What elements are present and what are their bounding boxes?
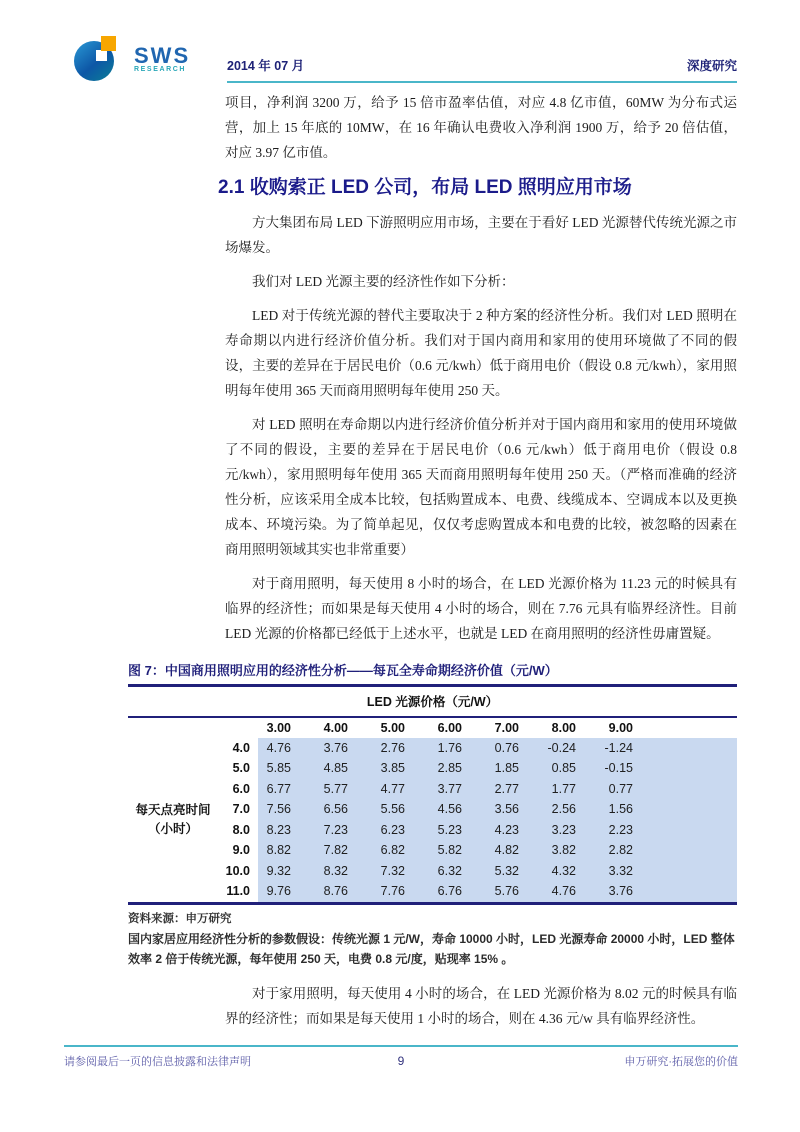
value-cell: 5.32 xyxy=(474,861,531,882)
value-cell: 7.23 xyxy=(303,820,360,841)
table-row xyxy=(128,779,737,800)
body-paragraph-2: 方大集团布局 LED 下游照明应用市场，主要在于看好 LED 光源替代传统光源之市场爆发。 xyxy=(225,215,737,255)
filler-cell xyxy=(645,738,737,759)
value-cell: 2.82 xyxy=(588,841,645,862)
value-cell: 2.85 xyxy=(417,759,474,780)
logo-subtitle: RESEARCH xyxy=(134,65,187,73)
value-cell: 5.56 xyxy=(360,800,417,821)
value-cell: -1.24 xyxy=(588,738,645,759)
filler-cell xyxy=(645,882,737,904)
page-number: 9 xyxy=(397,1054,405,1068)
value-cell: 3.32 xyxy=(588,861,645,882)
body-paragraph-4: LED 对于传统光源的替代主要取决于 2 种方案的经济性分析。我们对 LED 照明在寿命期以内进行经济价值分析。我们对于国内商用和家用的使用环境做了不同的假设，主要的差异在于居民电价（0.6 元/kwh）低于商用电价（假设 0.8 元/kwh），家用照明每年使用 365 天而商用照明每年使用 250 天。 xyxy=(225,308,737,398)
table-row xyxy=(128,882,737,904)
body-paragraph-3: 我们对 LED 光源主要的经济性作如下分析： xyxy=(252,274,515,289)
logo-wordmark: SWS xyxy=(134,42,191,68)
value-cell: 8.82 xyxy=(258,841,303,862)
value-cell: 3.82 xyxy=(531,841,588,862)
footer-disclaimer: 请参阅最后一页的信息披露和法律声明 xyxy=(64,1056,251,1068)
sws-logo xyxy=(74,36,190,82)
row-key-cell: 11.0 xyxy=(226,884,250,898)
value-cell: 3.85 xyxy=(360,759,417,780)
value-cell: -0.24 xyxy=(531,738,588,759)
row-key-cell: 10.0 xyxy=(225,863,250,878)
row-key-cell: 7.0 xyxy=(232,802,250,816)
value-cell: 5.77 xyxy=(303,779,360,800)
col-header-7.00: 7.00 xyxy=(494,721,519,735)
figure-title: 图 7：中国商用照明应用的经济性分析——每瓦全寿命期经济价值（元/W） xyxy=(128,663,558,678)
value-cell: 3.76 xyxy=(303,738,360,759)
filler-cell xyxy=(645,800,737,821)
value-cell: 1.56 xyxy=(588,800,645,821)
table-row xyxy=(128,861,737,882)
value-cell: 6.56 xyxy=(303,800,360,821)
logo-square-icon xyxy=(101,36,116,51)
table-row xyxy=(128,800,737,821)
value-cell: 8.76 xyxy=(303,882,360,904)
value-cell: -0.15 xyxy=(588,759,645,780)
value-cell: 9.76 xyxy=(258,882,303,904)
filler-cell xyxy=(645,820,737,841)
page-content xyxy=(0,90,800,1040)
value-cell: 3.23 xyxy=(531,820,588,841)
value-cell: 6.76 xyxy=(417,882,474,904)
value-cell: 3.76 xyxy=(588,882,645,904)
value-cell: 6.82 xyxy=(360,841,417,862)
page-footer xyxy=(64,1045,738,1069)
value-cell: 5.76 xyxy=(474,882,531,904)
value-cell: 2.76 xyxy=(360,738,417,759)
value-cell: 7.56 xyxy=(258,800,303,821)
empty-header-cell xyxy=(218,717,258,738)
row-group-label: 每天点亮时间 （小时） xyxy=(128,738,218,904)
empty-header-cell xyxy=(128,717,218,738)
value-cell: 0.85 xyxy=(531,759,588,780)
value-cell: 4.77 xyxy=(360,779,417,800)
col-header-4.00: 4.00 xyxy=(323,721,348,735)
header-bar xyxy=(227,56,737,83)
row-key-cell: 4.0 xyxy=(232,740,250,755)
value-cell: 4.76 xyxy=(258,738,303,759)
value-cell: 5.23 xyxy=(417,820,474,841)
section-heading: 2.1 收购索正 LED 公司，布局 LED 照明应用市场 xyxy=(218,177,632,198)
filler-cell xyxy=(645,861,737,882)
table-row xyxy=(128,841,737,862)
table-span-header-row xyxy=(128,686,737,718)
row-key-cell: 8.0 xyxy=(232,822,250,837)
row-key-cell: 9.0 xyxy=(232,843,250,857)
value-cell: 4.85 xyxy=(303,759,360,780)
value-cell: 5.85 xyxy=(258,759,303,780)
logo-text-block xyxy=(134,42,191,73)
table-col-group-label: LED 光源价格（元/W） xyxy=(128,686,737,718)
value-cell: 9.32 xyxy=(258,861,303,882)
economics-table xyxy=(128,684,737,905)
value-cell: 3.56 xyxy=(474,800,531,821)
value-cell: 7.32 xyxy=(360,861,417,882)
body-paragraph-7: 对于家用照明，每天使用 4 小时的场合，在 LED 光源价格为 8.02 元的时候具有临界的经济性；而如果是每天使用 1 小时的场合，则在 4.36 元/w 具有临界经济性。 xyxy=(225,986,737,1026)
value-cell: 4.32 xyxy=(531,861,588,882)
value-cell: 4.82 xyxy=(474,841,531,862)
figure-note: 国内家居应用经济性分析的参数假设：传统光源 1 元/W，寿命 10000 小时，LED 光源寿命 20000 小时，LED 整体效率 2 倍于传统光源，每年使用 250 天，电费 0.8 元/度，贴现率 15% 。 xyxy=(128,932,735,966)
value-cell: 2.56 xyxy=(531,800,588,821)
body-paragraph-5: 对 LED 照明在寿命期以内进行经济价值分析并对于国内商用和家用的使用环境做了不同的假设，主要的差异在于居民电价（0.6 元/kwh）低于商用电价（假设 0.8 元/kwh），家用照明每年使用 365 天而商用照明每年使用 250 天。（严格而准确的经济性分析，应该采用全成本比较，包括购置成本、电费、线缆成本、空调成本以及更换成本、环境污染。为了简单起见，仅仅考虑购置成本和电费的比较，被忽略的因素在商用照明领域其实也非常重要） xyxy=(225,417,737,557)
col-header-6.00: 6.00 xyxy=(437,721,462,735)
value-cell: 1.76 xyxy=(417,738,474,759)
figure-7-block xyxy=(128,660,737,969)
value-cell: 4.56 xyxy=(417,800,474,821)
row-key-cell: 5.0 xyxy=(232,761,250,775)
value-cell: 4.76 xyxy=(531,882,588,904)
table-row xyxy=(128,738,737,759)
col-header-3.00: 3.00 xyxy=(266,721,291,735)
value-cell: 6.77 xyxy=(258,779,303,800)
filler-cell xyxy=(645,841,737,862)
table-col-header-row xyxy=(128,717,737,738)
col-header-9.00: 9.00 xyxy=(608,721,633,735)
value-cell: 1.85 xyxy=(474,759,531,780)
table-row xyxy=(128,759,737,780)
figure-source: 资料来源：申万研究 xyxy=(128,913,232,925)
value-cell: 6.32 xyxy=(417,861,474,882)
value-cell: 7.76 xyxy=(360,882,417,904)
value-cell: 8.23 xyxy=(258,820,303,841)
value-cell: 8.32 xyxy=(303,861,360,882)
value-cell: 7.82 xyxy=(303,841,360,862)
body-paragraph-6: 对于商用照明，每天使用 8 小时的场合，在 LED 光源价格为 11.23 元的时候具有临界的经济性；而如果是每天使用 4 小时的场合，则在 7.76 元具有临界经济性。目前 LED 光源的价格都已经低于上述水平，也就是 LED 在商用照明的经济性毋庸置疑。 xyxy=(225,576,737,641)
row-key-cell: 6.0 xyxy=(232,781,250,796)
filler-cell xyxy=(645,759,737,780)
filler-cell xyxy=(645,779,737,800)
value-cell: 2.23 xyxy=(588,820,645,841)
value-cell: 1.77 xyxy=(531,779,588,800)
value-cell: 2.77 xyxy=(474,779,531,800)
col-header-8.00: 8.00 xyxy=(551,721,576,735)
logo-notch-icon xyxy=(96,50,107,61)
filler-header-cell xyxy=(645,717,737,738)
value-cell: 4.23 xyxy=(474,820,531,841)
sws-logo-icon xyxy=(74,36,132,82)
report-type: 深度研究 xyxy=(686,59,737,73)
value-cell: 0.77 xyxy=(588,779,645,800)
table-row xyxy=(128,820,737,841)
body-paragraph-1: 项目，净利润 3200 万，给予 15 倍市盈率估值，对应 4.8 亿市值，60MW 为分布式运营，加上 15 年底的 10MW，在 16 年确认电费收入净利润 1900 万，给予 20 倍估值，对应 3.97 亿市值。 xyxy=(225,95,737,160)
value-cell: 6.23 xyxy=(360,820,417,841)
value-cell: 3.77 xyxy=(417,779,474,800)
value-cell: 5.82 xyxy=(417,841,474,862)
col-header-5.00: 5.00 xyxy=(380,721,405,735)
report-date: 2014 年 07 月 xyxy=(227,59,305,73)
footer-slogan: 申万研究·拓展您的价值 xyxy=(624,1056,738,1068)
value-cell: 0.76 xyxy=(474,738,531,759)
